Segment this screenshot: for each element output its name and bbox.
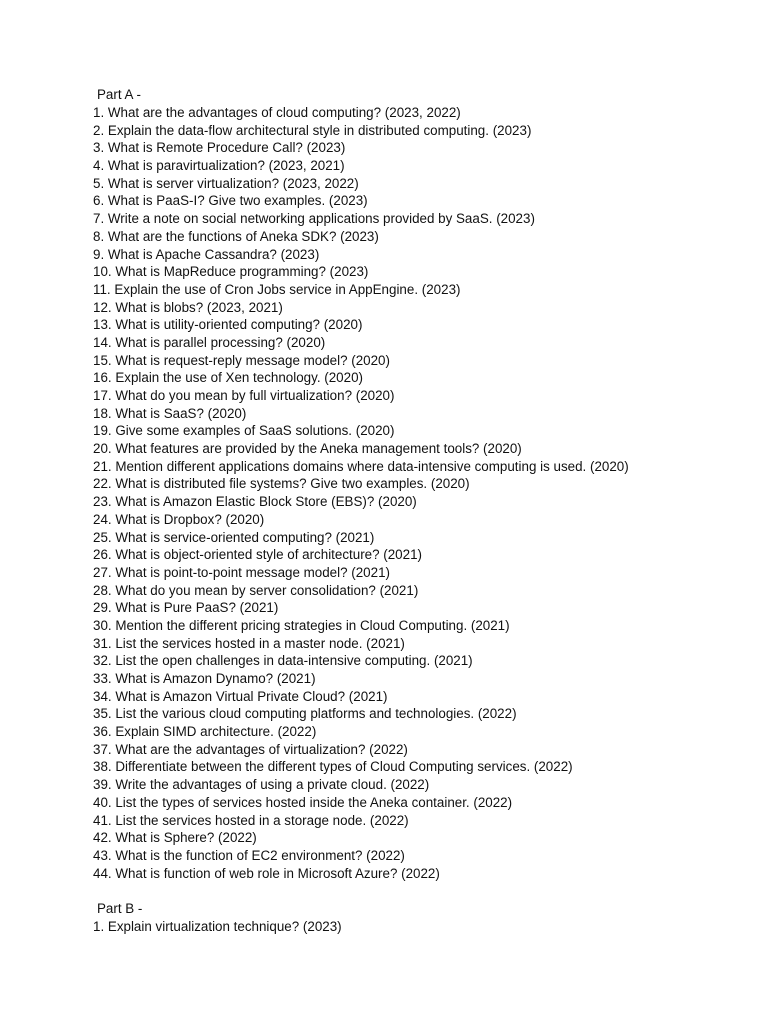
question-item: 4. What is paravirtualization? (2023, 2021) [93, 158, 345, 174]
question-item: 27. What is point-to-point message model? (2021) [93, 564, 390, 580]
question-item: 19. Give some examples of SaaS solutions. (2020) [93, 423, 395, 439]
part-b-question-list [93, 918, 342, 936]
question-item: 29. What is Pure PaaS? (2021) [93, 600, 279, 616]
part-a-heading: Part A - [97, 87, 141, 102]
question-item: 7. Write a note on social networking applications provided by SaaS. (2023) [93, 211, 535, 227]
part-a-question-list [93, 104, 629, 882]
question-item: 31. List the services hosted in a master node. (2021) [93, 635, 405, 651]
question-item: 26. What is object-oriented style of architecture? (2021) [93, 547, 422, 563]
question-item: 1. What are the advantages of cloud computing? (2023, 2022) [93, 105, 461, 120]
question-item: 34. What is Amazon Virtual Private Cloud? (2021) [93, 688, 388, 704]
question-item: 33. What is Amazon Dynamo? (2021) [93, 671, 316, 686]
question-item: 21. Mention different applications domains where data-intensive computing is used. (2020) [93, 458, 629, 474]
question-item: 20. What features are provided by the Aneka management tools? (2020) [93, 441, 522, 457]
question-item: 10. What is MapReduce programming? (2023) [93, 264, 369, 280]
part-b-heading: Part B - [97, 901, 143, 916]
question-item: 22. What is distributed file systems? Give two examples. (2020) [93, 476, 470, 492]
question-item: 6. What is PaaS-I? Give two examples. (2023) [93, 193, 368, 209]
question-item: 36. Explain SIMD architecture. (2022) [93, 724, 317, 740]
question-item: 17. What do you mean by full virtualization? (2020) [93, 388, 395, 403]
question-item: 9. What is Apache Cassandra? (2023) [93, 246, 320, 262]
question-item: 42. What is Sphere? (2022) [93, 830, 257, 846]
question-item: 11. Explain the use of Cron Jobs service in AppEngine. (2023) [93, 281, 461, 297]
question-item: 13. What is utility-oriented computing? (2020) [93, 317, 363, 333]
question-item: 35. List the various cloud computing platforms and technologies. (2022) [93, 706, 517, 722]
question-item: 25. What is service-oriented computing? (2021) [93, 529, 375, 545]
question-item: 8. What are the functions of Aneka SDK? (2023) [93, 228, 379, 244]
question-item: 5. What is server virtualization? (2023, 2022) [93, 175, 359, 191]
question-item: 3. What is Remote Procedure Call? (2023) [93, 140, 346, 156]
question-item: 40. List the types of services hosted inside the Aneka container. (2022) [93, 794, 513, 810]
question-item: 15. What is request-reply message model? (2020) [93, 352, 390, 368]
question-item: 23. What is Amazon Elastic Block Store (EBS)? (2020) [93, 494, 417, 510]
question-item: 37. What are the advantages of virtualization? (2022) [93, 741, 408, 757]
question-item: 43. What is the function of EC2 environment? (2022) [93, 847, 405, 863]
question-item: 41. List the services hosted in a storage node. (2022) [93, 812, 409, 828]
question-item: 12. What is blobs? (2023, 2021) [93, 299, 283, 315]
question-item: 1. Explain virtualization technique? (2023) [93, 919, 342, 934]
question-item: 14. What is parallel processing? (2020) [93, 334, 326, 350]
question-item: 28. What do you mean by server consolidation? (2021) [93, 582, 419, 598]
question-item: 2. Explain the data-flow architectural style in distributed computing. (2023) [93, 122, 532, 138]
question-item: 38. Differentiate between the different types of Cloud Computing services. (2022) [93, 759, 573, 775]
question-item: 16. Explain the use of Xen technology. (2020) [93, 370, 363, 386]
question-item: 32. List the open challenges in data-intensive computing. (2021) [93, 653, 473, 669]
question-item: 39. Write the advantages of using a private cloud. (2022) [93, 777, 430, 793]
question-item: 18. What is SaaS? (2020) [93, 405, 247, 421]
question-item: 30. Mention the different pricing strategies in Cloud Computing. (2021) [93, 617, 510, 633]
question-item: 24. What is Dropbox? (2020) [93, 511, 265, 527]
question-item: 44. What is function of web role in Microsoft Azure? (2022) [93, 865, 440, 881]
